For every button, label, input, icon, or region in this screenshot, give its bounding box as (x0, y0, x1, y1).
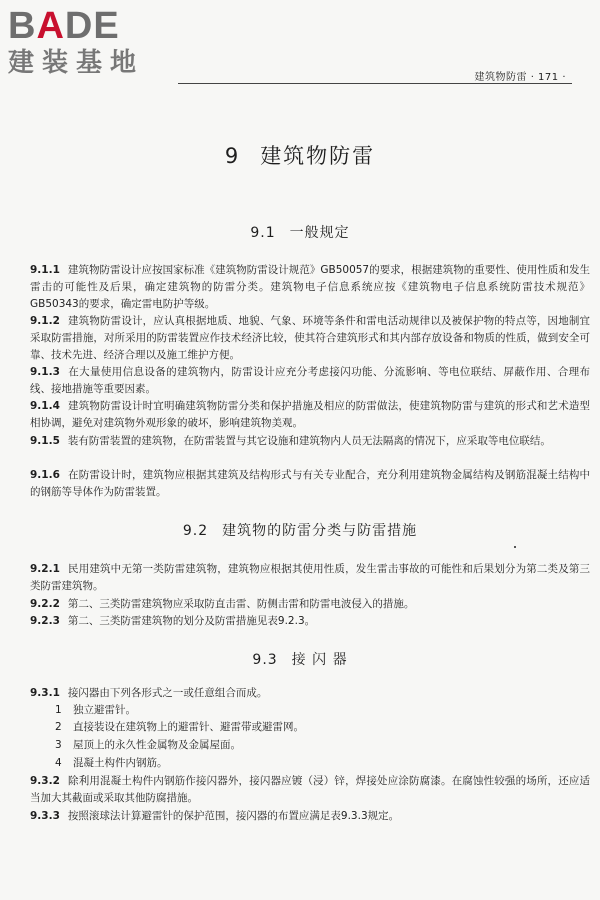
list-item: 3 屋顶上的永久性金属物及金属屋面。 (55, 739, 241, 751)
clause-9-1-2: 9.1.2 建筑物防雷设计，应认真根据地质、地貌、气象、环境等条件和雷电活动规律以及被保护物的特点等，因地制宜采取防雷措施，对所采用的防雷装置应作技术经济比较，使其符合建筑形式和其内部存放设备和物质的性质，做到安全可靠、技术先进、经济合理以及施工维护方便。 (30, 315, 590, 361)
clause-9-2-2: 9.2.2 第二、三类防雷建筑物应采取防直击雷、防侧击雷和防雷电波侵入的措施。 (30, 598, 415, 610)
chapter-title (0, 140, 600, 170)
list-item: 1 独立避雷针。 (55, 704, 136, 716)
clause-9-2-3: 9.2.3 第二、三类防雷建筑物的划分及防雷措施见表9.2.3。 (30, 615, 316, 627)
clause-9-1-5: 9.1.5 装有防雷装置的建筑物，在防雷装置与其它设施和建筑物内人员无法隔离的情况下，应采取等电位联结。 (30, 435, 551, 447)
list-item: 2 直接装设在建筑物上的避雷针、避雷带或避雷网。 (55, 721, 304, 733)
running-header: 建筑物防雷 · 171 · (474, 72, 566, 83)
clause-9-3-2: 9.3.2 除利用混凝土构件内钢筋作接闪器外，接闪器应镀（浸）锌，焊接处应涂防腐漆。在腐蚀性较强的场所，还应适当加大其截面或采取其他防腐措施。 (30, 775, 590, 804)
clause-9-1-6: 9.1.6 在防雷设计时，建筑物应根据其建筑及结构形式与有关专业配合，充分利用建筑物金属结构及钢筋混凝土结构中的钢筋等导体作为防雷装置。 (30, 469, 590, 498)
scan-speck (514, 546, 516, 548)
section-title-9-3: 9.3 接 闪 器 (252, 652, 348, 668)
clause-9-3-3: 9.3.3 按照滚球法计算避雷针的保护范围，接闪器的布置应满足表9.3.3规定。 (30, 810, 400, 822)
section-title-9-1: 9.1 一般规定 (250, 225, 350, 241)
logo-wordmark: BADE (8, 5, 120, 47)
clause-9-3-1: 9.3.1 接闪器由下列各形式之一或任意组合而成。 (30, 687, 268, 699)
section-title-9-2: 9.2 建筑物的防雷分类与防雷措施 (182, 523, 418, 539)
clause-9-2-1: 9.2.1 民用建筑中无第一类防雷建筑物，建筑物应根据其使用性质，发生雷击事故的可能性和后果划分为第二类及第三类防雷建筑物。 (30, 563, 590, 592)
clause-9-1-3: 9.1.3 在大量使用信息设备的建筑物内，防雷设计应充分考虑接闪功能、分流影响、等电位联结、屏蔽作用、合理布线、接地措施等重要因素。 (30, 366, 590, 395)
brand-logo (8, 6, 178, 78)
clause-9-1-1: 9.1.1 建筑物防雷设计应按国家标准《建筑物防雷设计规范》GB50057的要求，根据建筑物的重要性、使用性质和发生雷击的可能性及后果，确定建筑物的防雷分类。建筑物电子信息系统应按《建筑物电子信息系统防雷技术规范》GB50343的要求，确定雷电防护等级。 (30, 264, 590, 310)
list-item: 4 混凝土构件内钢筋。 (55, 757, 168, 769)
header-rule (178, 83, 572, 84)
logo-subtitle: 建装基地 (8, 48, 145, 78)
chapter-name: 建筑物防雷 (260, 144, 376, 168)
clause-9-1-4: 9.1.4 建筑物防雷设计时宜明确建筑物防雷分类和保护措施及相应的防雷做法，使建筑物防雷与建筑的形式和艺术造型相协调，避免对建筑物外观形象的破坏，影响建筑物美观。 (30, 400, 590, 429)
chapter-number: 9 (224, 144, 241, 168)
